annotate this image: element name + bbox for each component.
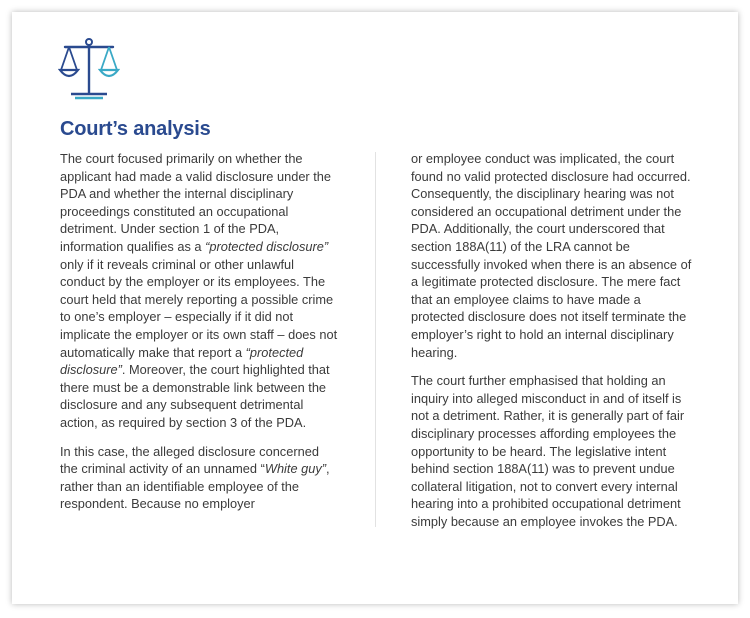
column-divider [375, 152, 376, 527]
scales-of-justice-icon [58, 36, 120, 100]
right-column [411, 150, 693, 541]
left-column [60, 150, 340, 524]
paragraph: or employee conduct was implicated, the court found no valid protected disclosure had occurred. Consequently, the disciplinary hearing was not considered an occupational detriment under the PDA. Additionally, the court underscored that section 188A(11) of the LRA cannot be successfully invoked when there is an absence of a legitimate protected disclosure. The mere fact that an employee claims to have made a protected disclosure does not itself terminate the employer’s right to hold an internal disciplinary hearing. [411, 151, 692, 360]
paragraph: The court focused primarily on whether the applicant had made a valid disclosure under the PDA and whether the internal disciplinary proceedings constituted an occupational detriment. Under section 1 of the PDA, information qualifies as a “protected disclosure” only if it reveals criminal or other unlawful conduct by the employer or its employees. The court held that merely reporting a possible crime to one’s employer – especially if it did not implicate the employer or its own staff – does not automatically make that report a “protected disclosure”. Moreover, the court highlighted that there must be a demonstrable link between the disclosure and any subsequent detrimental action, as required by section 3 of the PDA. [60, 151, 338, 430]
paragraph: The court further emphasised that holding an inquiry into alleged misconduct in and of itself is not a detriment. Rather, it is generally part of fair disciplinary processes affording employees the opportunity to be heard. The legislative intent behind section 188A(11) was to prevent undue collateral litigation, not to convert every internal hearing into a prohibited occupational detriment simply because an employee invokes the PDA. [411, 373, 685, 529]
section-heading: Court’s analysis [60, 118, 211, 140]
paragraph: In this case, the alleged disclosure concerned the criminal activity of an unnamed “White guy”, rather than an identifiable employee of the respondent. Because no employer [60, 443, 330, 512]
